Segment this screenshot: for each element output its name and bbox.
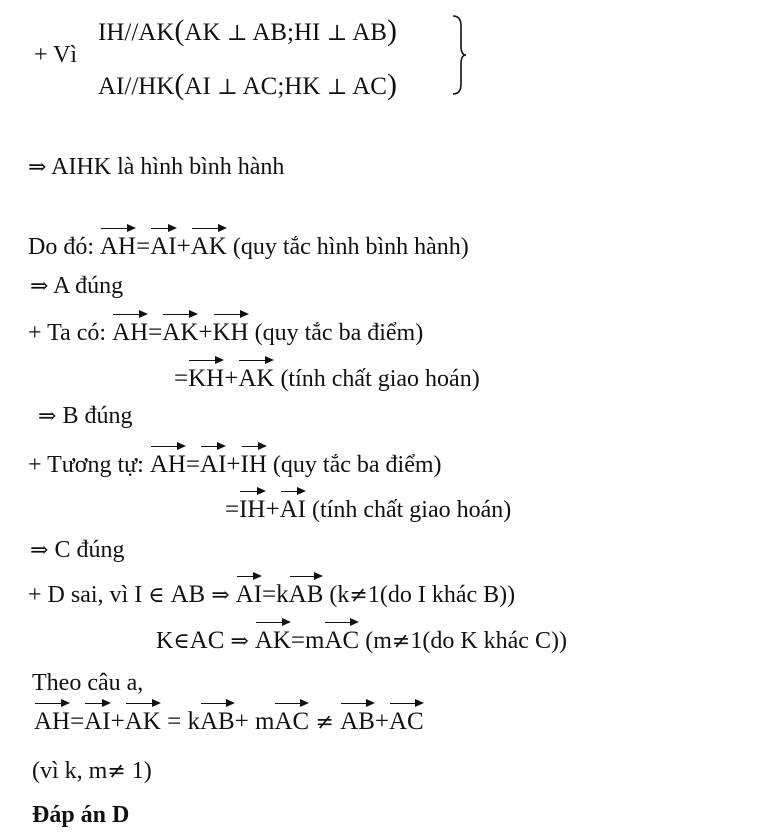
- condition-row-1: IH//AK(AK ⊥ AB;HI ⊥ AB): [98, 14, 397, 47]
- part-b-equation-1: + Ta có: AH=AK+KH (quy tắc ba điểm): [28, 319, 424, 346]
- condition-prefix: + Vì: [34, 42, 78, 68]
- part-c-equation-2: =IH+AI (tính chất giao hoán): [225, 496, 512, 523]
- part-b-result: ⇒ B đúng: [38, 403, 133, 429]
- implies-icon: ⇒: [28, 155, 47, 180]
- part-a-result: ⇒ A đúng: [30, 273, 124, 299]
- final-equation: AH=AI+AK = kAB+ mAC ≠ AB+AC: [34, 708, 424, 735]
- condition-row-2: AI//HK(AI ⊥ AC;HK ⊥ AC): [98, 68, 397, 101]
- theo-cau-a: Theo câu a,: [32, 670, 144, 696]
- parallelogram-conclusion: ⇒ AIHK là hình bình hành: [28, 154, 285, 180]
- answer: Đáp án D: [32, 802, 130, 828]
- part-b-equation-2: =KH+AK (tính chất giao hoán): [174, 365, 480, 392]
- part-c-equation-1: + Tương tự: AH=AI+IH (quy tắc ba điểm): [28, 451, 442, 478]
- part-d-line-1: + D sai, vì I ∈ AB ⇒ AI=kAB (k≠1(do I khác B)): [28, 581, 516, 608]
- part-c-result: ⇒ C đúng: [30, 537, 125, 563]
- part-a-equation: Do đó: AH=AI+AK (quy tắc hình bình hành): [28, 233, 469, 260]
- right-brace: [451, 14, 467, 96]
- part-d-line-2: K∈AC ⇒ AK=mAC (m≠1(do K khác C)): [156, 627, 567, 654]
- since-note: (vì k, m≠ 1): [32, 758, 152, 784]
